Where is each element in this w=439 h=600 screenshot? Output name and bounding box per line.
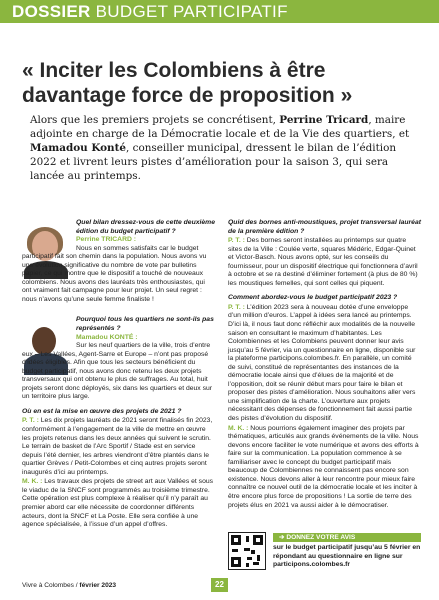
cta-text: sur le budget participatif jusqu’au 5 février en répondant au questionnaire en ligne sur participons.colombes.fr xyxy=(273,544,421,569)
question: Où en est la mise en œuvre des projets de 2021 ? xyxy=(22,407,182,415)
speaker-label: P. T. : xyxy=(228,237,245,245)
question: Comment abordez-vous le budget participatif 2023 ? xyxy=(228,294,398,302)
footer-separator: / xyxy=(73,582,80,589)
speaker-label: M. K. : xyxy=(22,478,43,486)
arrow-icon: ➔ xyxy=(279,534,285,541)
speaker-label: M. K. : xyxy=(228,424,249,432)
footer-credit xyxy=(22,582,116,589)
answer-text: Sur les neuf quartiers de la ville, trois d’entre eux – Les Vallées, Agent-Sarre et Europe – n’ont pas proposé d’idées éligibles. Afin que tous les secteurs bénéficient du budget participatif, nous avons donc retenu les deux projets transversaux qui ont obtenu le plus de suffrages. Au total, huit projets seront donc déployés, six dans les quartiers et deux sur un territoire plus large. xyxy=(22,342,213,401)
speaker-label: Mamadou KONTÉ : xyxy=(76,333,138,341)
lead-name: Mamadou Konté xyxy=(30,142,127,154)
answer-text: Nous pourrions également imaginer des projets par thématiques, articulés aux grands événements de la ville. Nous devons encore faciliter le vote numérique et avons des efforts à faire sur la communication. La population commence à se familiariser avec le concept du budget participatif mais beaucoup de Colombiennes ne connaissent pas encore son existence. Nous devons aller à leur rencontre pour mieux faire connaître ce nouvel outil de la démocratie locale et les inciter à être encore plus force de propositions ! La sortie de terre des projets élus en 2021 va aussi aider à le démocratiser. xyxy=(228,424,419,509)
interview-block xyxy=(22,219,216,245)
answer-text: Nous en sommes satisfaits car le budget participatif fait son chemin dans la population. Nous avons vu une évolution significative du nombre de vote par bulletins papier, ce qui montre que le dispositif a touché de nouveaux colombiens. Nous avons des lauréats très enthousiastes, qui ont vraiment fait campagne pour leur projet. Un seul regret : nous n’avons qu’une seule femme finaliste ! xyxy=(22,244,207,303)
answer xyxy=(22,478,216,529)
lead-name: Perrine Tricard xyxy=(279,114,369,126)
article-title xyxy=(22,58,422,108)
answer xyxy=(22,245,216,305)
interview-block xyxy=(22,316,216,342)
left-column xyxy=(22,219,216,530)
section-topic: BUDGET PARTICIPATIF xyxy=(95,2,288,21)
answer xyxy=(228,425,421,510)
section-header-bar xyxy=(0,0,439,23)
title-part: « Inciter les Colombiens à être davantage xyxy=(22,59,326,107)
question: Quel bilan dressez-vous de cette deuxième édition du budget participatif ? xyxy=(76,219,216,235)
title-part: » xyxy=(334,84,353,107)
speaker-label: P. T. : xyxy=(22,417,39,425)
cta-banner xyxy=(273,533,421,542)
answer xyxy=(22,417,216,477)
section-header xyxy=(12,2,288,21)
lead-text: , maire adjointe en charge de la Démocratie locale et de la Vie des quartiers, et xyxy=(30,114,410,140)
qr-code-icon[interactable] xyxy=(228,532,266,570)
answer-text: Des bornes seront installées au printemps sur quatre sites de la Ville : Coulée verte, squares Médéric, Edgar-Quinet et Victor-Basch. Nous avons opté, sur les conseils du fournisseur, pour un dispositif électrique qui fonctionnera d’avril à octobre et se ra destiné d’éliminer fortement (à plus de 80 %) les moustiques femelles, qui sont celles qui piquent. xyxy=(228,237,418,287)
answer xyxy=(228,237,421,288)
question: Pourquoi tous les quartiers ne sont-ils pas représentés ? xyxy=(76,316,214,333)
title-emphasis: force de proposition xyxy=(131,84,335,107)
page-number: 22 xyxy=(211,578,228,592)
speaker-label: P. T. : xyxy=(228,303,245,311)
answer-text: Les dix projets lauréats de 2021 seront finalisés fin 2023, conformément à l’engagement de la ville de mettre en œuvre les projets retenus dans les deux années qui suivent le scrutin. Le terrain de basket de l’Arc Sportif / Stade est en service depuis l’été dernier, les arbres viendront d’être plantés dans le quartier Grèves / Petit-Colombes et cinq autres projets seront inaugurés d’ici au printemps. xyxy=(22,417,213,476)
cta-label: DONNEZ VOTRE AVIS xyxy=(286,534,356,541)
question: Quid des bornes anti-moustiques, projet transversal lauréat de la première édition ? xyxy=(228,219,422,235)
magazine-name: Vivre à Colombes xyxy=(22,582,74,589)
section-label: DOSSIER xyxy=(12,2,91,21)
answer-text: L’édition 2023 sera à nouveau dotée d’une enveloppe d’un million d’euros. L’appel à idées sera lancé au printemps. D’ici là, il nous faut donc réfléchir aux modalités de la nouvelle saison en consultant le maximum d’habitantes. Les Colombiennes et les Colombiens peuvent donner leur avis jusqu’au 5 février, via un questionnaire en ligne, disponible sur la plateforme participons.colombes.fr. En parallèle, un comité de suivi, constitué de représentantes des instances de la démocratie locale ainsi que d’élues de la majorité et de l’opposition, doit se réunir début mars pour faire le bilan et proposer des pistes d’amélioration. Nous souhaitons aller vers une simplification de la charte. L’ouverture aux projets nécessitant des dépenses de fonctionnement fait aussi partie des pistes d’évolution du dispositif. xyxy=(228,303,416,423)
answer xyxy=(22,342,216,402)
lead-text: Alors que les premiers projets se concrétisent, xyxy=(30,114,280,126)
answer xyxy=(228,304,421,424)
article-lead xyxy=(30,113,412,183)
right-column xyxy=(228,219,421,510)
answer-text: Les travaux des projets de street art aux Vallées et sous le viaduc de la SNCF sont programmés au troisième trimestre. Cette opération est plus complexe à réaliser qu’il n’y paraît au premier abord car elle nécessite de coordonner différents acteurs, dont la SNCF et La Poste. Elle sera confiée à une agence spécialisée, à l’issue d’un appel d’offres. xyxy=(22,478,214,529)
speaker-label: Perrine TRICARD : xyxy=(76,236,137,244)
issue-date: février 2023 xyxy=(79,582,117,589)
lead-text: , conseiller municipal, dressent le bilan de l’édition 2022 et livrent leurs pistes d’amélioration pour la saison 3, qui sera lancée au printemps. xyxy=(30,142,397,182)
